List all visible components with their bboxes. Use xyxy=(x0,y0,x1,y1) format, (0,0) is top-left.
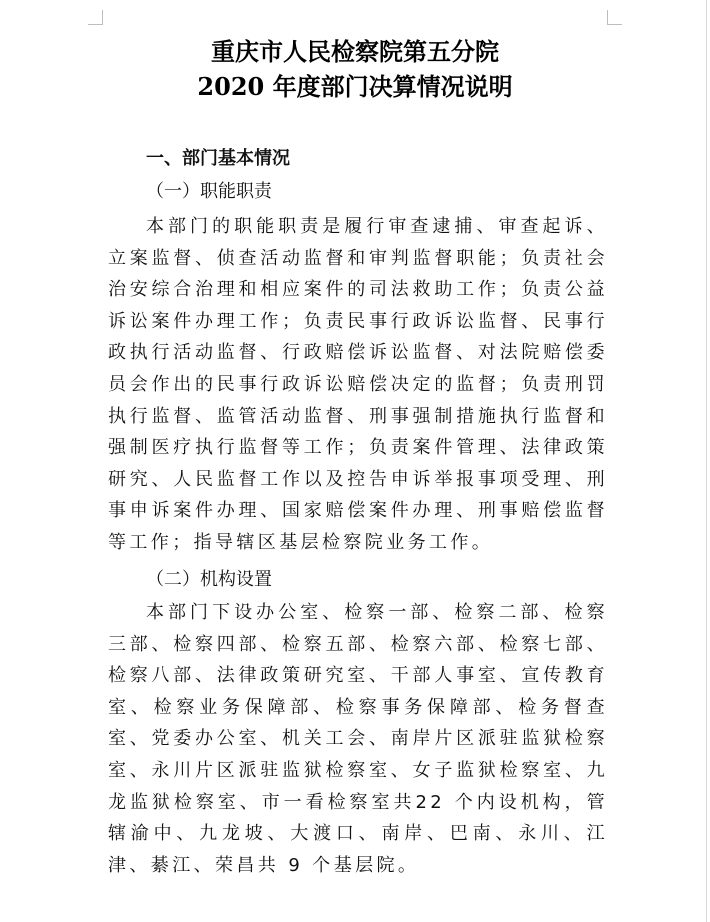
paragraph-organization: 本部门下设办公室、检察一部、检察二部、检察三部、检察四部、检察五部、检察六部、检察七部、检察八部、法律政策研究室、干部人事室、宣传教育室、检察业务保障部、检察事务保障部、检务督查室、党委办公室、机关工会、南岸片区派驻监狱检察室、永川片区派驻监狱检察室、女子监狱检察室、九龙监狱检察室、市一看检察室共22 个内设机构，管辖渝中、九龙坡、大渡口、南岸、巴南、永川、江津、綦江、荣昌共 9 个基层院。 xyxy=(108,602,608,876)
subsection-heading-organization: （二）机构设置 xyxy=(146,569,272,590)
document-title-line1: 重庆市人民检察院第五分院 xyxy=(211,37,499,66)
paragraph-functions: 本部门的职能职责是履行审查逮捕、审查起诉、立案监督、侦查活动监督和审判监督职能；负责社会治安综合治理和相应案件的司法救助工作；负责公益诉讼案件办理工作；负责民事行政诉讼监督、民事行政执行活动监督、行政赔偿诉讼监督、对法院赔偿委员会作出的民事行政诉讼赔偿决定的监督；负责刑罚执行监督、监管活动监督、刑事强制措施执行监督和强制医疗执行监督等工作；负责案件管理、法律政策研究、人民监督工作以及控告申诉举报事项受理、刑事申诉案件办理、国家赔偿案件办理、刑事赔偿监督等工作；指导辖区基层检察院业务工作。 xyxy=(108,216,608,553)
crop-mark-top-left xyxy=(88,10,103,25)
document-title-line2: 2020 年度部门决算情况说明 xyxy=(197,72,513,101)
subsection-heading-functions: （一）职能职责 xyxy=(146,181,272,202)
section-heading-basic-info: 一、部门基本情况 xyxy=(146,148,290,169)
page-edge-rule xyxy=(706,0,707,922)
crop-mark-top-right xyxy=(607,10,622,25)
